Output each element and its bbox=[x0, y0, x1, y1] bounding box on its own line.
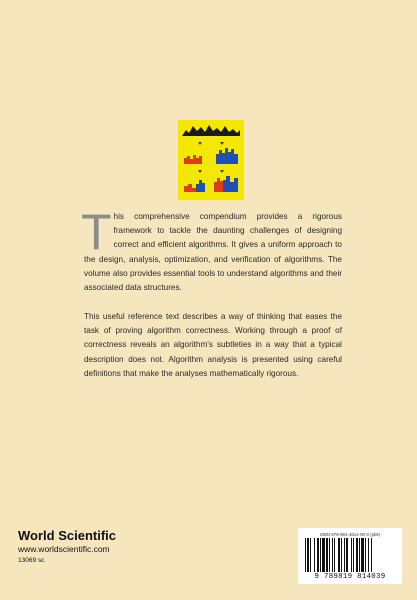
emblem-blue-bars-2 bbox=[196, 180, 205, 192]
barcode-bar bbox=[341, 538, 342, 572]
dropcap-letter: T bbox=[81, 204, 112, 260]
publisher-name: World Scientific bbox=[18, 528, 116, 543]
emblem-blue-bars-1 bbox=[216, 148, 238, 164]
barcode-bar bbox=[356, 538, 358, 572]
barcode-bar bbox=[310, 538, 311, 572]
barcode-bar bbox=[338, 538, 340, 572]
barcode-bar bbox=[317, 538, 319, 572]
algorithm-bars-emblem-icon bbox=[178, 120, 244, 200]
description-paragraph-1 bbox=[81, 204, 342, 295]
emblem-arrow-3 bbox=[198, 170, 202, 173]
barcode-bar bbox=[361, 538, 364, 572]
isbn-digits: 9 789819 814039 bbox=[314, 573, 386, 581]
barcode-bar bbox=[368, 538, 369, 572]
barcode-bar bbox=[371, 538, 372, 572]
barcode-bar bbox=[359, 538, 360, 572]
emblem-arrow-2 bbox=[220, 142, 224, 145]
isbn-top-text: ISBN 978-981-4614-00-0 (pbk) bbox=[319, 532, 381, 537]
barcode-bar bbox=[320, 538, 321, 572]
barcode-bar bbox=[346, 538, 348, 572]
barcode-bar bbox=[326, 538, 328, 572]
publisher-code: 13069 sc bbox=[18, 557, 45, 564]
emblem-red-bars-3 bbox=[214, 178, 223, 192]
barcode-bar bbox=[305, 538, 306, 572]
emblem-red-bars-2 bbox=[184, 184, 196, 192]
barcode-bar bbox=[314, 538, 315, 572]
description-paragraph-1-text: his comprehensive compendium provides a rigorous framework to tackle the daunting challenges of designing correct and efficient algorithms. It gives a uniform approach to the design, analysis, optimization, and verification of algorithms. The volume also provides essential tools to understand algorithms and their associated data structures. bbox=[84, 212, 342, 293]
barcode-bar bbox=[365, 538, 366, 572]
barcode-bars bbox=[304, 538, 396, 572]
barcode-bar bbox=[334, 538, 335, 572]
emblem-arrow-1 bbox=[198, 142, 202, 145]
description-paragraph-2: This useful reference text describes a way of thinking that eases the task of proving algorithm correctness. Working through a proof of correctness reveals an algorithm's subtleties in a way that a typical description does not. Algorithm analysis is presented using careful definitions that make the analyses mathematically rigorous. bbox=[84, 312, 342, 378]
barcode-bar bbox=[329, 538, 330, 572]
barcode-bar bbox=[353, 538, 354, 572]
barcode-bar bbox=[351, 538, 352, 572]
emblem-arrow-4 bbox=[220, 170, 224, 173]
publisher-website: www.worldscientific.com bbox=[18, 544, 110, 554]
emblem-red-bars-1 bbox=[184, 155, 202, 164]
emblem-black-silhouette bbox=[182, 125, 240, 136]
isbn-barcode bbox=[298, 528, 402, 584]
emblem-blue-bars-3 bbox=[223, 176, 238, 192]
barcode-bar bbox=[344, 538, 345, 572]
barcode-bar bbox=[307, 538, 309, 572]
barcode-bar bbox=[322, 538, 325, 572]
barcode-bar bbox=[332, 538, 333, 572]
